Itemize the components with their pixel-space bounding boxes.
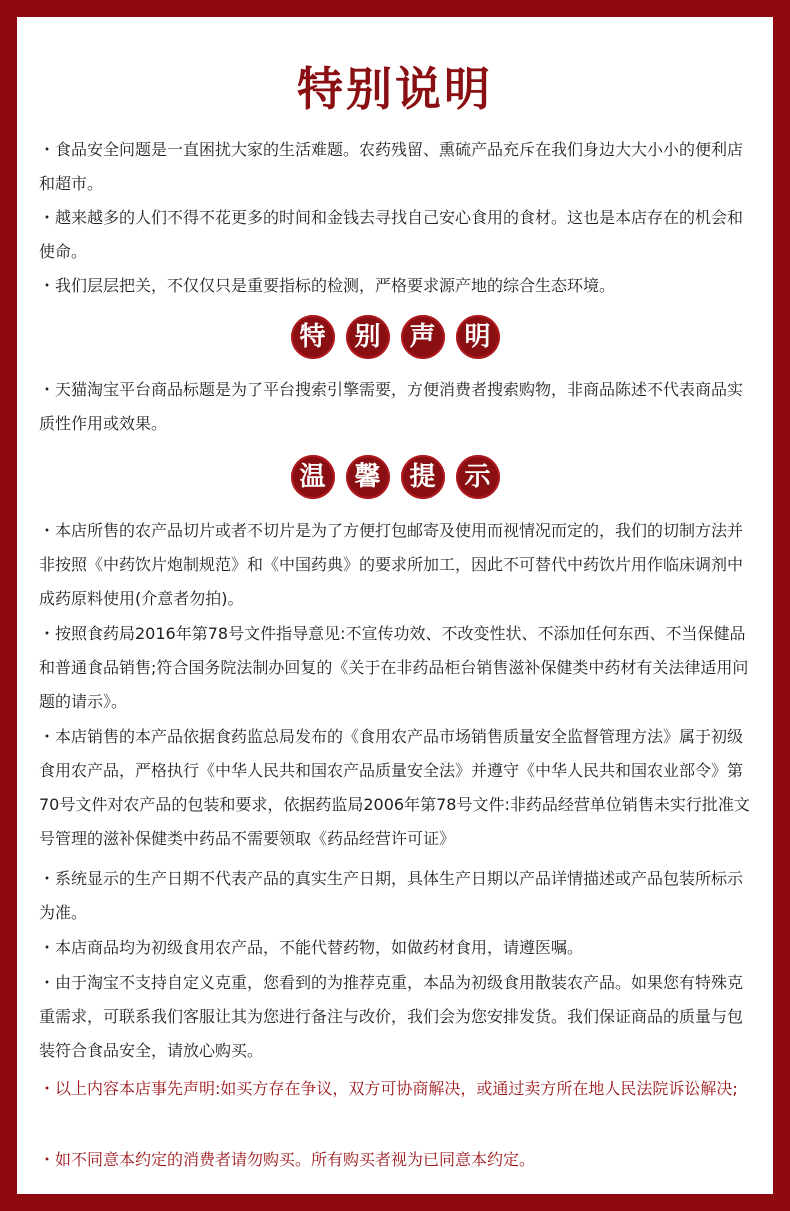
- paragraph-store-mission: ・越来越多的人们不得不花更多的时间和金钱去寻找自己安心食用的食材。这也是本店存在的机会和使命。: [39, 208, 744, 261]
- paragraph-dispute-notice: ・以上内容本店事先声明:如买方存在争议，双方可协商解决，或通过卖方所在地人民法院诉讼解决;: [39, 1079, 738, 1098]
- paragraph-agricultural-product: ・本店销售的本产品依据食药监总局发布的《食用农产品市场销售质量安全监督管理方法》属于初级食用农产品，严格执行《中华人民共和国农产品质量安全法》并遵守《中华人民共和国农业部令》第70号文件对农产品的包装和要求，依据药监局2006年第78号文件:非药品经营单位销售未实行批准文号管理的滋补保健类中药品不需要领取《药品经营许可证》: [39, 727, 750, 848]
- paragraph-regulation-78: ・按照食药局2016年第78号文件指导意见:不宣传功效、不改变性状、不添加任何东西、不当保健品和普通食品销售;符合国务院法制办回复的《关于在非药品柜台销售滋补保健类中药材有关法律适用问题的请示》。: [39, 624, 749, 711]
- badge-group-warm-tips: [17, 455, 773, 499]
- badge-char: 明: [456, 315, 500, 359]
- badge-group-special-statement: [17, 315, 773, 359]
- paragraph-production-date: ・系统显示的生产日期不代表产品的真实生产日期，具体生产日期以产品详情描述或产品包装所标示为准。: [39, 869, 744, 922]
- badge-char: 声: [401, 315, 445, 359]
- paragraph-agreement-notice: ・如不同意本约定的消费者请勿购买。所有购买者视为已同意本约定。: [39, 1150, 536, 1169]
- paragraph-quality-control: ・我们层层把关，不仅仅只是重要指标的检测，严格要求源产地的综合生态环境。: [39, 276, 616, 295]
- paragraph-weight-notice: ・由于淘宝不支持自定义克重，您看到的为推荐克重，本品为初级食用散装农产品。如果您有特殊克重需求，可联系我们客服让其为您进行备注与改价，我们会为您安排发货。我们保证商品的质量与包装符合食品安全，请放心购买。: [39, 973, 744, 1060]
- badge-char: 别: [346, 315, 390, 359]
- paragraph-not-medicine: ・本店商品均为初级食用农产品，不能代替药物，如做药材食用，请遵医嘱。: [39, 938, 584, 957]
- paragraph-title-disclaimer: ・天猫淘宝平台商品标题是为了平台搜索引擎需要，方便消费者搜索购物，非商品陈述不代表商品实质性作用或效果。: [39, 380, 744, 433]
- badge-char: 提: [401, 455, 445, 499]
- page-title: 特别说明: [297, 62, 493, 116]
- notice-card: [17, 17, 773, 1194]
- badge-char: 示: [456, 455, 500, 499]
- badge-char: 温: [291, 455, 335, 499]
- paragraph-slicing: ・本店所售的农产品切片或者不切片是为了方便打包邮寄及使用而视情况而定的，我们的切制方法并非按照《中药饮片炮制规范》和《中国药典》的要求所加工，因此不可替代中药饮片用作临床调剂中成药原料使用(介意者勿拍)。: [39, 521, 744, 608]
- paragraph-food-safety: ・食品安全问题是一直困扰大家的生活难题。农药残留、熏硫产品充斥在我们身边大大小小的便利店和超市。: [39, 140, 744, 193]
- badge-char: 馨: [346, 455, 390, 499]
- badge-char: 特: [291, 315, 335, 359]
